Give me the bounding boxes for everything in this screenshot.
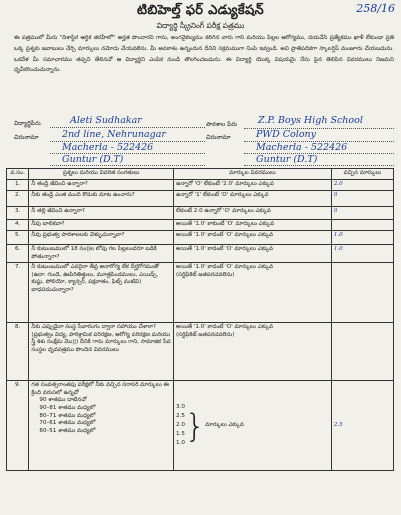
row-question: నీవు ప్రభుత్వ పాఠశాలలకు వెళ్ళుచున్నావా? bbox=[29, 231, 174, 245]
student-address-line-3 bbox=[50, 165, 205, 166]
row-number: 1. bbox=[7, 180, 29, 191]
row-number: 9. bbox=[7, 381, 29, 471]
row-question: నీ కుటుంబములో ఎవరైనా తీవ్ర అనారోగ్య లేక దీర్ఘరోగముతో (ఉదా: గుండె, ఊపిరితిత్తులు, మూత్రపిండములు, ఎయిడ్స్, కుష్ఠు, పోలియో, క్యాన్సర్, పక్షవాతం, ఫిట్స్ వంటివి) బాధపడుచున్నారా? bbox=[29, 263, 174, 323]
row-score[interactable]: 2.0 bbox=[331, 180, 393, 191]
brace-icon: } bbox=[184, 406, 206, 445]
form-serial-number: 258/16 bbox=[356, 2, 395, 15]
grade-item: 70–61 శాతము మధ్యలో bbox=[39, 420, 96, 427]
row-marks-rule: అయితే '1.0' కాదంటే 'O' మార్కులు ఎక్కువ bbox=[176, 264, 274, 271]
row-score[interactable]: 0 bbox=[331, 191, 393, 207]
school-address-line-3 bbox=[244, 165, 394, 166]
row-number: 2. bbox=[7, 191, 29, 207]
row-score[interactable]: 2.5 bbox=[331, 381, 393, 471]
table-header-row bbox=[7, 169, 394, 180]
row-score[interactable] bbox=[331, 220, 393, 231]
table-row bbox=[7, 231, 394, 245]
row-score[interactable] bbox=[331, 323, 393, 381]
row-question: నీ తండ్రి జీవించి ఉన్నారా? bbox=[29, 180, 174, 191]
header-serial: వ.సం. bbox=[7, 169, 29, 180]
grade-item: 90–81 శాతము మధ్యలో bbox=[39, 404, 96, 411]
row-score[interactable] bbox=[331, 263, 393, 323]
row-marks-rule: అయితే '1.0' కాకుంటే 'O' మార్కులు ఎక్కువ bbox=[174, 220, 332, 231]
student-name-value[interactable]: Aleti Sudhakar bbox=[70, 115, 142, 126]
header-score: వచ్చిన మార్కులు bbox=[331, 169, 393, 180]
row-number: 4. bbox=[7, 220, 29, 231]
row-number: 7. bbox=[7, 263, 29, 323]
row-question: నీకు తండ్రి ఎంత మంది కొడుకు మాట ఉంచారు? bbox=[29, 191, 174, 207]
grade-mark: 1.5 bbox=[176, 431, 185, 438]
form-title: టిబిహెల్త్ ఫర్ ఎడ్యుకేషన్ bbox=[137, 3, 264, 18]
row-number: 3. bbox=[7, 207, 29, 220]
row-marks-rule: ఉన్నారో '1' లేకుంటే 'O' మార్కులు ఎక్కువ bbox=[174, 191, 332, 207]
school-address-value-2[interactable]: Macherla - 522426 bbox=[256, 142, 348, 153]
grade-item: 60–51 శాతము మధ్యలో bbox=[39, 427, 96, 434]
grade-mark: 2.0 bbox=[176, 422, 185, 429]
row-score[interactable]: 0 bbox=[331, 207, 393, 220]
student-name-label: విద్యార్థిపేరు bbox=[14, 120, 41, 127]
table-row bbox=[7, 220, 394, 231]
form-subtitle: విద్యార్థి స్క్రీనింగ్ పరీక్ష పత్రము bbox=[156, 21, 245, 30]
student-address-value-3[interactable]: Guntur (D.T) bbox=[62, 154, 124, 165]
grade-item: 90 శాతము దాటినచో bbox=[39, 397, 87, 404]
grade-item: 80–71 శాతము మధ్యలో bbox=[39, 412, 96, 419]
school-address-value-3[interactable]: Guntur (D.T) bbox=[256, 154, 318, 165]
grade-mark: 2.5 bbox=[176, 413, 185, 420]
header-marks: మార్కుల వివరములు bbox=[174, 169, 332, 180]
row-question: నీకు ఎప్పుడైనా సంస్థ సేవారంగం ద్వారా సహాయం చేశారా? (ప్రభుత్వం విద్య, పారిశ్రామిక పరిరక్షణ, ఆరోగ్య పరిరక్షణ మరియు స్త్రీ శిశు సంక్షేమ మొ||) దీనికి గాను మార్కులు గాని, సామాజిక సేవ సంస్థల ధృవపత్రము పొందిన వివరములు bbox=[29, 323, 174, 381]
grade-mark: 3.0 bbox=[176, 404, 185, 411]
row-question-cell bbox=[29, 381, 174, 471]
intro-paragraph: ఈ పత్రములో మీరు "దిశాస్థిర ఆర్థిక తరహీలో" అర్హత పొందారని గాను, అంగవైకల్యము కలిగిన వారు గాని మరియు పిల్లల ఆరోగ్యము, దయచేసి ప్రత్యేకము ఖాళీ లేకుండా ప్రతి ఒక్క ప్రశ్నకు జవాబులు చేర్చి మార్కులు నమోదు చేయవలెను. మీ అవకాశం ఉన్నందున దీనిని సక్రమముగా నింపి ఇవ్వండి. అవి ప్రాతిపదికగా స్కాలర్షిప్ మంజూరు చేయబడును. ఒకవేళ మీ సమాచారము తప్పని తేలినచో ఆ విద్యార్థిని ఎంపిక నుండి తొలగించబడును. ఈ విద్యార్థి యొక్క విషయమై నేను పైన తెలిపిన వివరములు నిజమని ధృవీకరించుచున్నాను. bbox=[14, 35, 394, 74]
row-marks-cell bbox=[174, 323, 332, 381]
row-question: నీ తల్లి జీవించి ఉన్నారా? bbox=[29, 207, 174, 220]
school-address-value-1[interactable]: PWD Colony bbox=[256, 129, 317, 140]
school-name-label: పాఠశాల పేరు bbox=[206, 121, 238, 128]
student-name-line bbox=[50, 127, 205, 128]
table-row bbox=[7, 381, 394, 471]
table-row bbox=[7, 245, 394, 263]
school-name-value[interactable]: Z.P. Boys High School bbox=[258, 115, 363, 126]
grade-marks-cell bbox=[174, 381, 332, 471]
table-row bbox=[7, 191, 394, 207]
school-address-label: చిరునామా bbox=[206, 134, 231, 141]
table-row bbox=[7, 207, 394, 220]
row-marks-rule: అయితే '1.0' కాదంటే 'O' మార్కులు ఎక్కువ bbox=[174, 231, 332, 245]
row-number: 6. bbox=[7, 245, 29, 263]
row-number: 8. bbox=[7, 323, 29, 381]
row-question: నీవు బాలికవా? bbox=[29, 220, 174, 231]
screening-table bbox=[6, 168, 394, 471]
row-marks-rule: మార్కులు ఎక్కువ bbox=[205, 421, 244, 428]
row-question: నీ కుటుంబములో 18 సం||ల లోపు గల పిల్లలందరూ బడికి పోతున్నారా? bbox=[29, 245, 174, 263]
row-marks-note: (సర్టిఫికెట్ జతపరచవలెను) bbox=[176, 271, 235, 278]
row-marks-rule: అయితే '1.0' కాదంటే 'O' మార్కులు ఎక్కువ bbox=[174, 245, 332, 263]
row-marks-rule: అయితే '1.0' కాదంటే 'O' మార్కులు ఎక్కువ bbox=[176, 324, 274, 331]
row-score[interactable]: 1.0 bbox=[331, 245, 393, 263]
row-number: 5. bbox=[7, 231, 29, 245]
row-score[interactable]: 1.0 bbox=[331, 231, 393, 245]
table-row bbox=[7, 180, 394, 191]
header-question: ప్రశ్నలు మరియు వివరిత సంగతులు bbox=[29, 169, 174, 180]
student-address-label: చిరునామా bbox=[14, 134, 39, 141]
row-marks-note: (సర్టిఫికెట్ జతపరచవలెను) bbox=[176, 331, 235, 338]
row-marks-rule: ఉన్నారో 'O' లేకుంటే '2.0' మార్కులు ఎక్కువ bbox=[174, 180, 332, 191]
row-marks-cell bbox=[174, 263, 332, 323]
grade-mark: 1.0 bbox=[176, 440, 185, 447]
student-address-value-2[interactable]: Macherla - 522426 bbox=[62, 142, 154, 153]
table-row bbox=[7, 263, 394, 323]
grade-list bbox=[31, 397, 171, 435]
row-marks-rule: లేకుంటే 2.0 ఉన్నారో 'O' మార్కులు ఎక్కువ bbox=[174, 207, 332, 220]
grade-marks-list bbox=[176, 403, 185, 448]
row-question: గత సంవత్సరాంతపు పరీక్షలో నీకు వచ్చిన సరాసరి మార్కులు ఈ క్రింది వరుసలో ఉన్నవో bbox=[31, 382, 170, 396]
table-row bbox=[7, 323, 394, 381]
student-address-value-1[interactable]: 2nd line, Nehrunagar bbox=[62, 129, 166, 140]
